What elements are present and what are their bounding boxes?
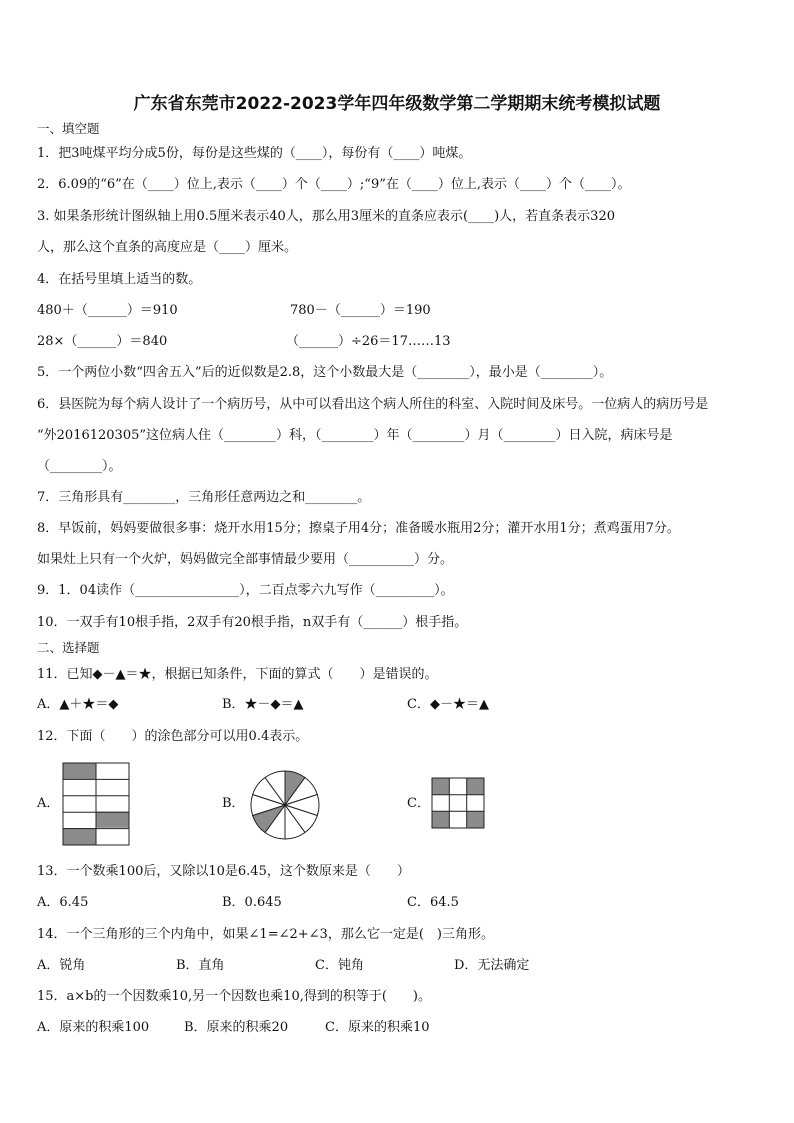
question-12-option-a: A．: [37, 796, 60, 811]
figure-c-grid: [431, 777, 485, 829]
question-15-option-c: C．原来的积乘10: [325, 1020, 430, 1035]
question-14-option-b: B．直角: [176, 958, 225, 973]
question-12-option-b: B．: [222, 796, 245, 811]
question-4-a: 480＋（______）＝910: [37, 303, 178, 318]
page-title: 广东省东莞市2022-2023学年四年级数学第二学期期末统考模拟试题: [133, 94, 661, 114]
question-11-option-b: B．★－◆＝▲: [222, 697, 304, 712]
question-6-line-2: “外2016120305”这位病人住（________）科，（________）年（________）月（________）日入院，病床号是: [37, 428, 673, 443]
question-8-line-1: 8．早饭前，妈妈要做很多事：烧开水用15分；擦桌子用4分；准备暖水瓶用2分；灌开水用1分；煮鸡蛋用7分。: [37, 521, 680, 536]
question-10: 10．一双手有10根手指，2双手有20根手指，n双手有（______）根手指。: [37, 615, 468, 630]
question-13-option-a: A．6.45: [37, 895, 89, 910]
question-13-option-b: B．0.645: [222, 895, 282, 910]
question-9: 9．1．04读作（________________），二百点零六九写作（_________）。: [37, 583, 454, 598]
question-13: 13．一个数乘100后，又除以10是6.45，这个数原来是（ ）: [37, 864, 410, 879]
question-5: 5．一个两位小数“四舍五入”后的近似数是2.8，这个小数最大是（________），最小是（________）。: [37, 365, 613, 380]
question-1: 1．把3吨煤平均分成5份，每份是这些煤的（____），每份有（____）吨煤。: [37, 146, 472, 161]
question-8-line-2: 如果灶上只有一个火炉，妈妈做完全部事情最少要用（__________）分。: [37, 552, 454, 567]
figure-b-circle: [249, 769, 321, 841]
question-14-option-d: D．无法确定: [454, 958, 530, 973]
question-12-option-c: C．: [407, 796, 430, 811]
question-15-option-b: B．原来的积乘20: [184, 1020, 289, 1035]
question-2: 2．6.09的“6”在（____）位上,表示（____）个（____）;“9”在（____）位上,表示（____）个（____）。: [37, 177, 631, 192]
question-4-d: （______）÷26＝17……13: [286, 334, 451, 349]
question-4-c: 28×（______）＝840: [37, 334, 168, 349]
figure-a-grid: [62, 762, 130, 846]
question-13-option-c: C．64.5: [407, 895, 459, 910]
question-6-line-3: （________）。: [37, 459, 122, 474]
question-11-option-c: C．◆－★＝▲: [407, 697, 489, 712]
question-15: 15．a×b的一个因数乘10,另一个因数也乘10,得到的积等于( )。: [37, 989, 431, 1004]
question-11: 11．已知◆－▲＝★，根据已知条件，下面的算式（ ）是错误的。: [37, 667, 438, 682]
question-4-b: 780－（______）＝190: [290, 303, 431, 318]
section-heading-choice: 二、选择题: [37, 640, 100, 655]
question-11-option-a: A．▲＋★＝◆: [37, 697, 119, 712]
question-12: 12．下面（ ）的涂色部分可以用0.4表示。: [37, 729, 309, 744]
question-14: 14．一个三角形的三个内角中，如果∠1=∠2+∠3，那么它一定是( )三角形。: [37, 927, 494, 942]
section-heading-fill-in: 一、填空题: [37, 121, 100, 136]
question-4: 4．在括号里填上适当的数。: [37, 272, 202, 287]
question-3-line-1: 3. 如果条形统计图纵轴上用0.5厘米表示40人，那么用3厘米的直条应表示(____)人，若直条表示320: [37, 209, 615, 224]
question-14-option-a: A．锐角: [37, 958, 86, 973]
question-7: 7．三角形具有________，三角形任意两边之和________。: [37, 490, 371, 505]
question-14-option-c: C．钝角: [315, 958, 364, 973]
question-15-option-a: A．原来的积乘100: [37, 1020, 150, 1035]
question-6-line-1: 6．县医院为每个病人设计了一个病历号，从中可以看出这个病人所住的科室、入院时间及床号。一位病人的病历号是: [37, 397, 709, 412]
question-3-line-2: 人，那么这个直条的高度应是（____）厘米。: [37, 240, 298, 255]
